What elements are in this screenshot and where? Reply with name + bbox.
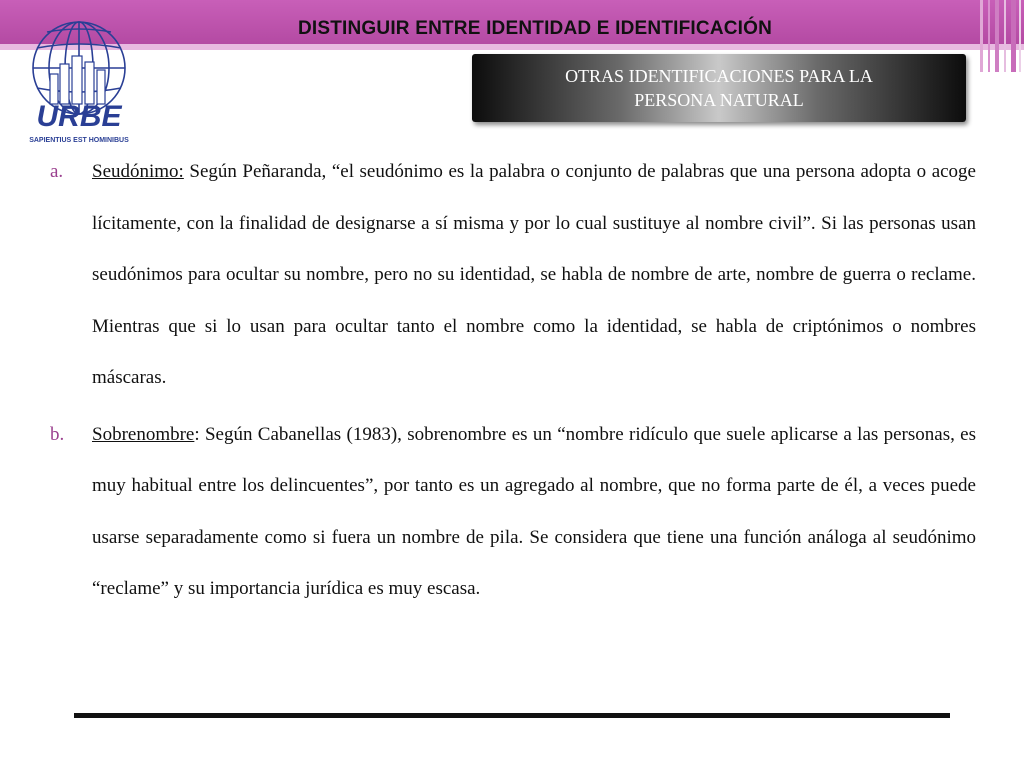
definition-seudonimo: Según Peñaranda, “el seudónimo es la palabra o conjunto de palabras que una persona adopta o acoge lícitamente, con la finalidad de designarse a sí misma y por lo cual sustituye al nombre civil”. Si las personas usan seudónimos para ocultar su nombre, pero no su identidad, se habla de nombre de arte, nombre de guerra o reclame. Mientras que si lo usan para ocultar tanto el nombre como la identidad, se habla de criptónimos o nombres máscaras. xyxy=(92,161,976,388)
list-item-text xyxy=(92,146,976,404)
list-marker: a. xyxy=(50,161,64,182)
logo-motto: SAPIENTIUS EST HOMINIBUS xyxy=(29,137,129,144)
section-subtitle: OTRAS IDENTIFICACIONES PARA LA PERSONA NATURAL xyxy=(565,66,873,110)
content-list xyxy=(50,146,976,615)
footer-divider xyxy=(74,713,950,718)
list-item-text xyxy=(92,409,976,615)
term-sobrenombre: Sobrenombre xyxy=(92,423,195,445)
header-band-underline xyxy=(0,44,1024,50)
term-seudonimo: Seudónimo: xyxy=(92,161,184,182)
definition-sobrenombre: : Según Cabanellas (1983), sobrenombre es un “nombre ridículo que suele aplicarse a las personas, es muy habitual entre los delincuentes”, por tanto es un agregado al nombre, que no forma parte de él, a veces puede usarse separadamente como si fuera un nombre de pila. Se considera que tiene una función análoga al seudónimo “reclame” y su importancia jurídica es muy escasa. xyxy=(92,423,976,599)
list-marker: b. xyxy=(50,423,65,445)
urbe-logo xyxy=(22,18,140,150)
logo-letters: URBE xyxy=(36,100,122,133)
globe-logo-icon xyxy=(22,18,140,150)
list-item xyxy=(50,146,976,404)
section-subtitle-box xyxy=(472,54,966,122)
list-item xyxy=(50,409,976,615)
slide-title: DISTINGUIR ENTRE IDENTIDAD E IDENTIFICACIÓN xyxy=(297,18,773,39)
